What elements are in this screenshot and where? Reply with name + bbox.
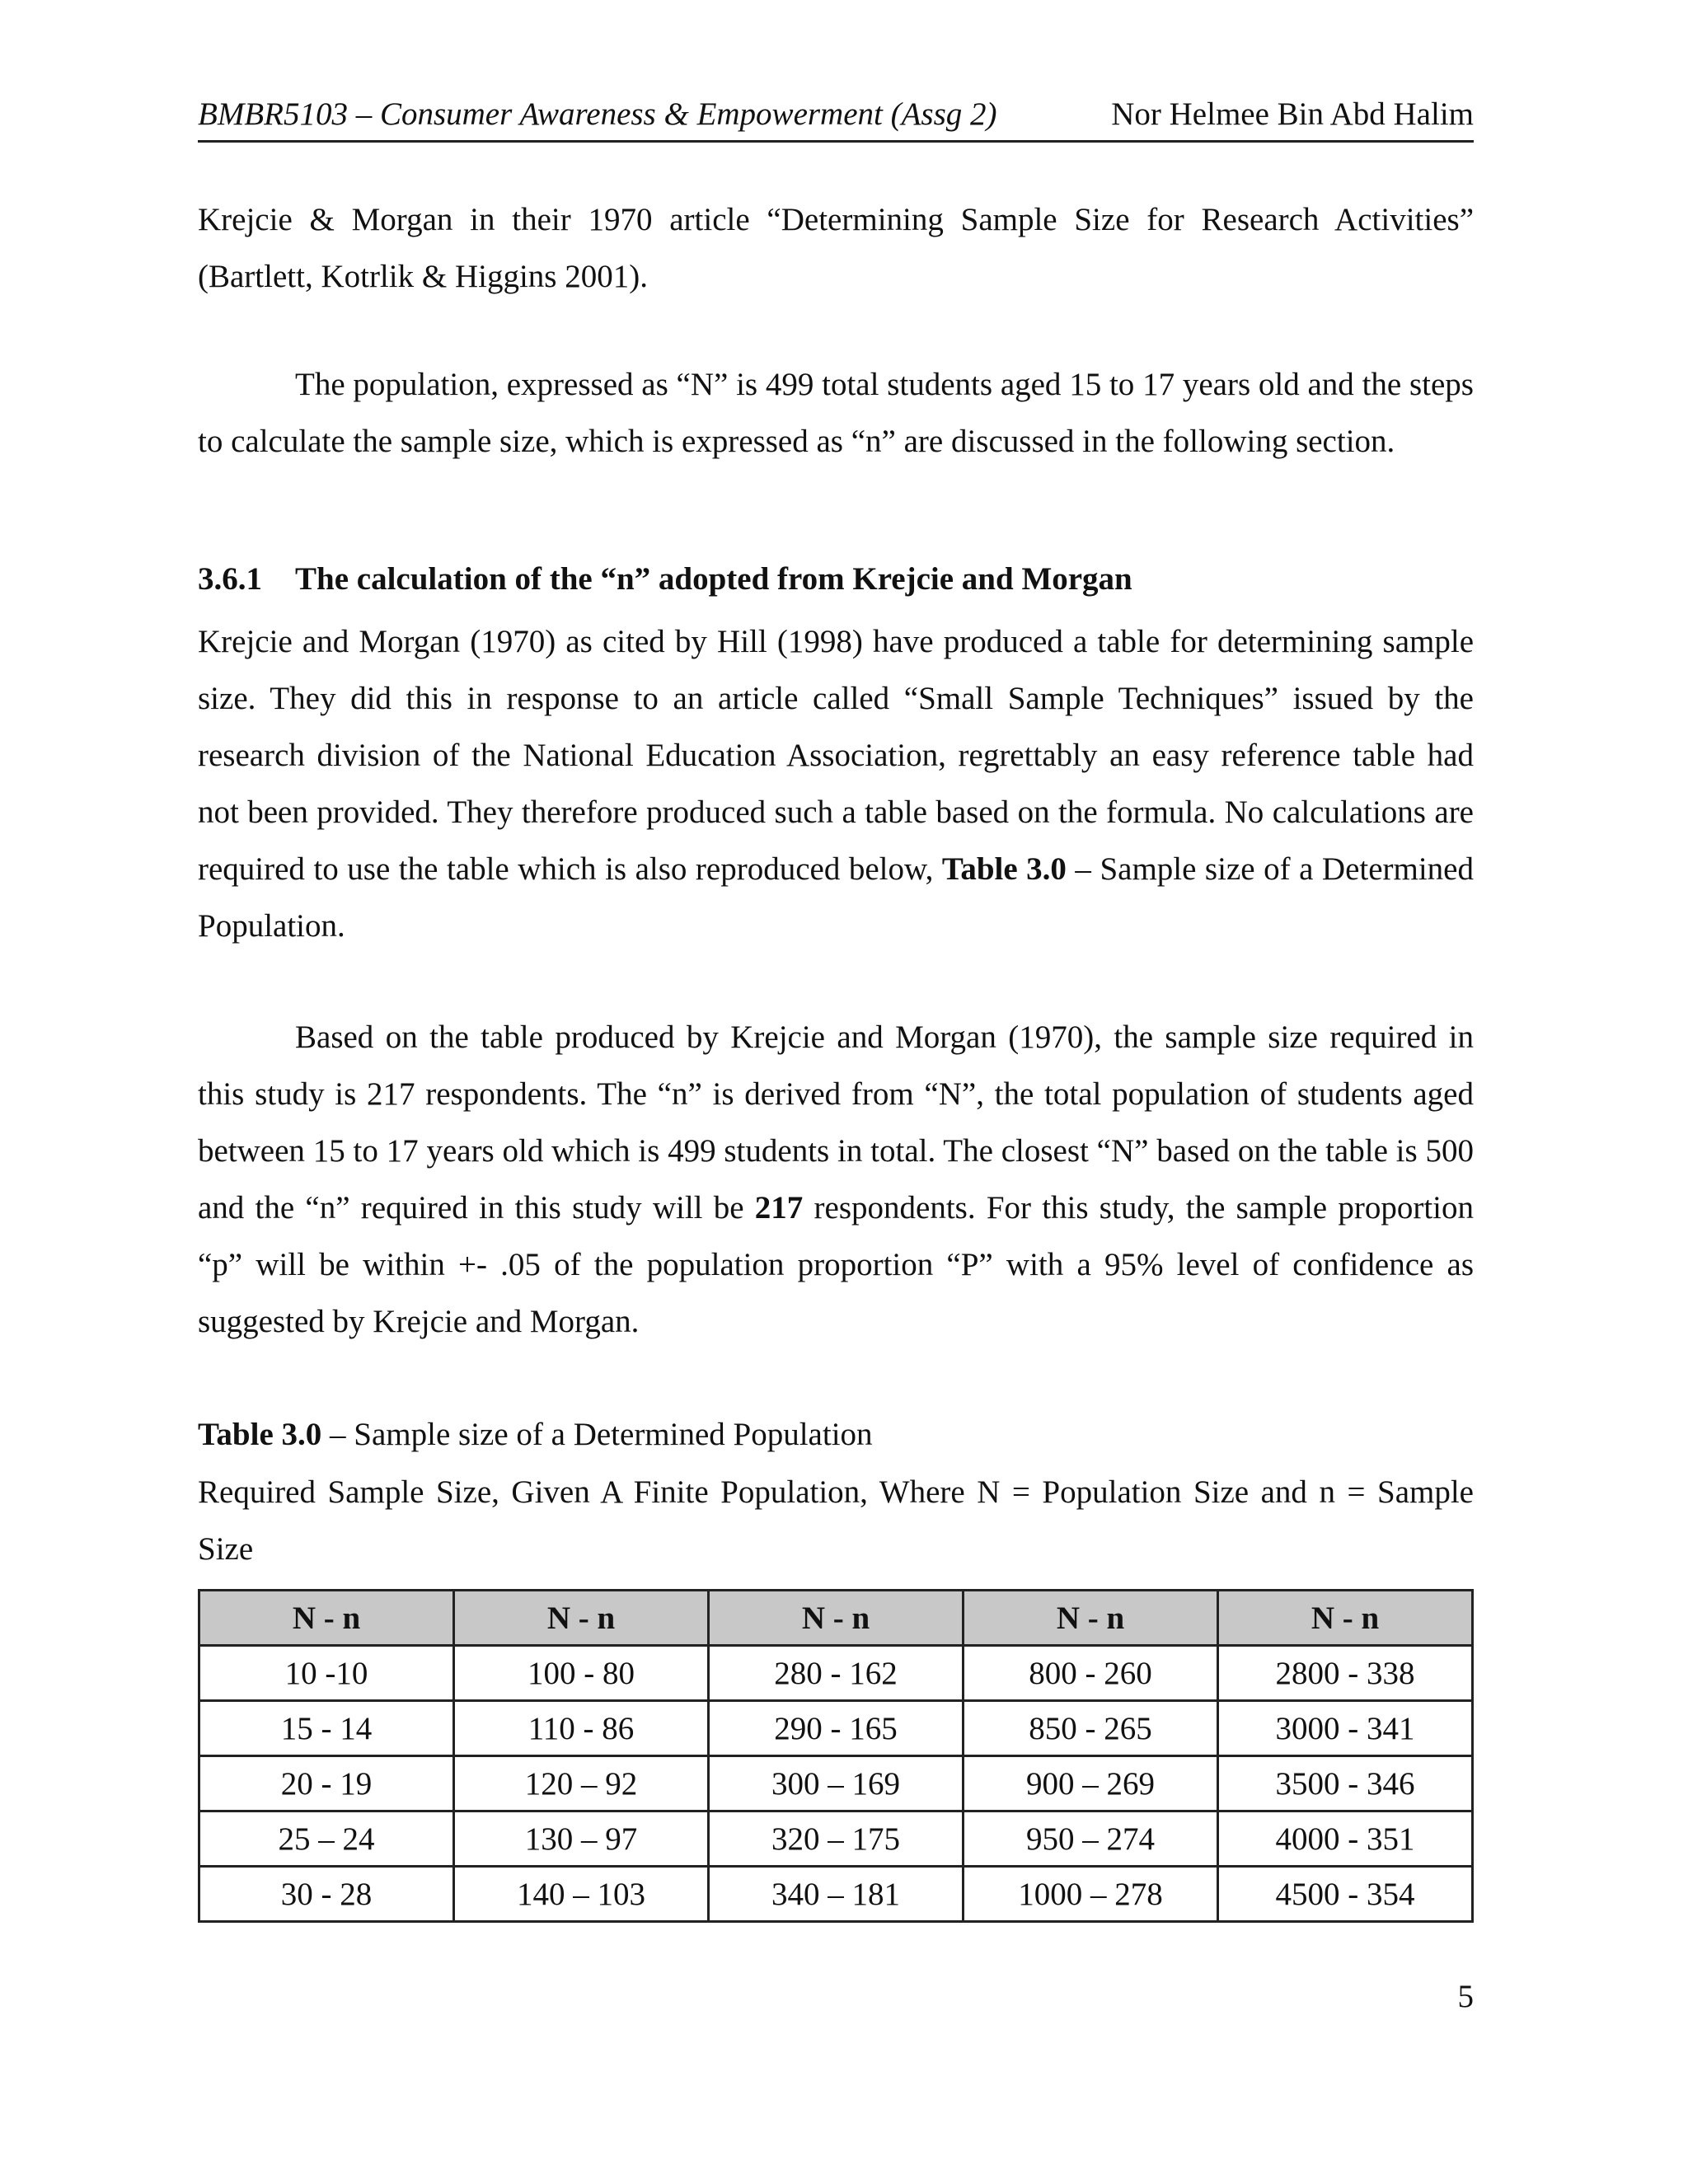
- paragraph-text: – Sample size of a Determined Population.: [198, 851, 1474, 944]
- table-row: [199, 1701, 1473, 1756]
- paragraph-krejcie-morgan: [198, 613, 1474, 954]
- table-cell: 110 - 86: [454, 1701, 709, 1756]
- header-author-name: Nor Helmee Bin Abd Halim: [1111, 96, 1474, 132]
- table-caption-text: – Sample size of a Determined Population: [321, 1417, 873, 1452]
- column-header: N - n: [454, 1591, 709, 1646]
- table-cell: 280 - 162: [709, 1646, 964, 1701]
- table-caption: [198, 1406, 1474, 1463]
- table-reference: Table 3.0: [941, 851, 1067, 887]
- table-cell: 800 - 260: [964, 1646, 1218, 1701]
- paragraph-text: respondents. For this study, the sample proportion “p” will be within +- .05 of the population proportion “P” with a 95% level of confidence as suggested by Krejcie and Morgan.: [198, 1190, 1474, 1339]
- table-cell: 130 – 97: [454, 1811, 709, 1867]
- table-cell: 120 – 92: [454, 1756, 709, 1811]
- table-cell: 15 - 14: [199, 1701, 454, 1756]
- paragraph-text: Krejcie and Morgan (1970) as cited by Hill (1998) have produced a table for determining sample size. They did this in response to an article called “Small Sample Techniques” issued by the research division of the National Education Association, regrettably an easy reference table had not been provided. They therefore produced such a table based on the formula. No calculations are required to use the table which is also reproduced below,: [198, 624, 1474, 887]
- column-header: N - n: [199, 1591, 454, 1646]
- table-row: [199, 1646, 1473, 1701]
- section-title: The calculation of the “n” adopted from Krejcie and Morgan: [295, 561, 1132, 597]
- section-heading: [198, 560, 1474, 598]
- paragraph-sample-size: [198, 1009, 1474, 1350]
- table-cell: 950 – 274: [964, 1811, 1218, 1867]
- column-header: N - n: [964, 1591, 1218, 1646]
- table-cell: 850 - 265: [964, 1701, 1218, 1756]
- page-number: 5: [1457, 1979, 1474, 2014]
- paragraph-population: The population, expressed as “N” is 499 total students aged 15 to 17 years old and the steps to calculate the sample size, which is expressed as “n” are discussed in the following section.: [198, 367, 1474, 459]
- column-header: N - n: [709, 1591, 964, 1646]
- sample-size-table: [198, 1589, 1474, 1923]
- table-cell: 4500 - 354: [1218, 1867, 1473, 1922]
- table-subcaption: Required Sample Size, Given A Finite Population, Where N = Population Size and n = Sample Size: [198, 1474, 1474, 1567]
- paragraph-text: Based on the table produced by Krejcie and Morgan (1970), the sample size required in this study is 217 respondents. The “n” is derived from “N”, the total population of students aged between 15 to 17 years old which is 499 students in total. The closest “N” based on the table is 500 and the “n” required in this study will be: [198, 1019, 1474, 1226]
- table-row: [199, 1756, 1473, 1811]
- table-cell: 4000 - 351: [1218, 1811, 1473, 1867]
- table-cell: 3000 - 341: [1218, 1701, 1473, 1756]
- table-caption-label: Table 3.0: [198, 1417, 322, 1452]
- paragraph-intro: Krejcie & Morgan in their 1970 article “Determining Sample Size for Research Activities” (Bartlett, Kotrlik & Higgins 2001).: [198, 202, 1474, 294]
- table-cell: 25 – 24: [199, 1811, 454, 1867]
- table-cell: 10 -10: [199, 1646, 454, 1701]
- table-cell: 30 - 28: [199, 1867, 454, 1922]
- table-cell: 900 – 269: [964, 1756, 1218, 1811]
- table-row: [199, 1867, 1473, 1922]
- table-cell: 3500 - 346: [1218, 1756, 1473, 1811]
- sample-size-value: 217: [754, 1190, 804, 1226]
- table-cell: 320 – 175: [709, 1811, 964, 1867]
- header-course-title: BMBR5103 – Consumer Awareness & Empowerment (Assg 2): [198, 96, 997, 132]
- table-cell: 100 - 80: [454, 1646, 709, 1701]
- table-cell: 290 - 165: [709, 1701, 964, 1756]
- page-header: [198, 91, 1474, 143]
- table-cell: 2800 - 338: [1218, 1646, 1473, 1701]
- table-cell: 300 – 169: [709, 1756, 964, 1811]
- section-number: 3.6.1: [198, 561, 262, 597]
- table-cell: 140 – 103: [454, 1867, 709, 1922]
- table-cell: 340 – 181: [709, 1867, 964, 1922]
- table-row: [199, 1811, 1473, 1867]
- column-header: N - n: [1218, 1591, 1473, 1646]
- table-cell: 1000 – 278: [964, 1867, 1218, 1922]
- table-header-row: [199, 1591, 1473, 1646]
- table-cell: 20 - 19: [199, 1756, 454, 1811]
